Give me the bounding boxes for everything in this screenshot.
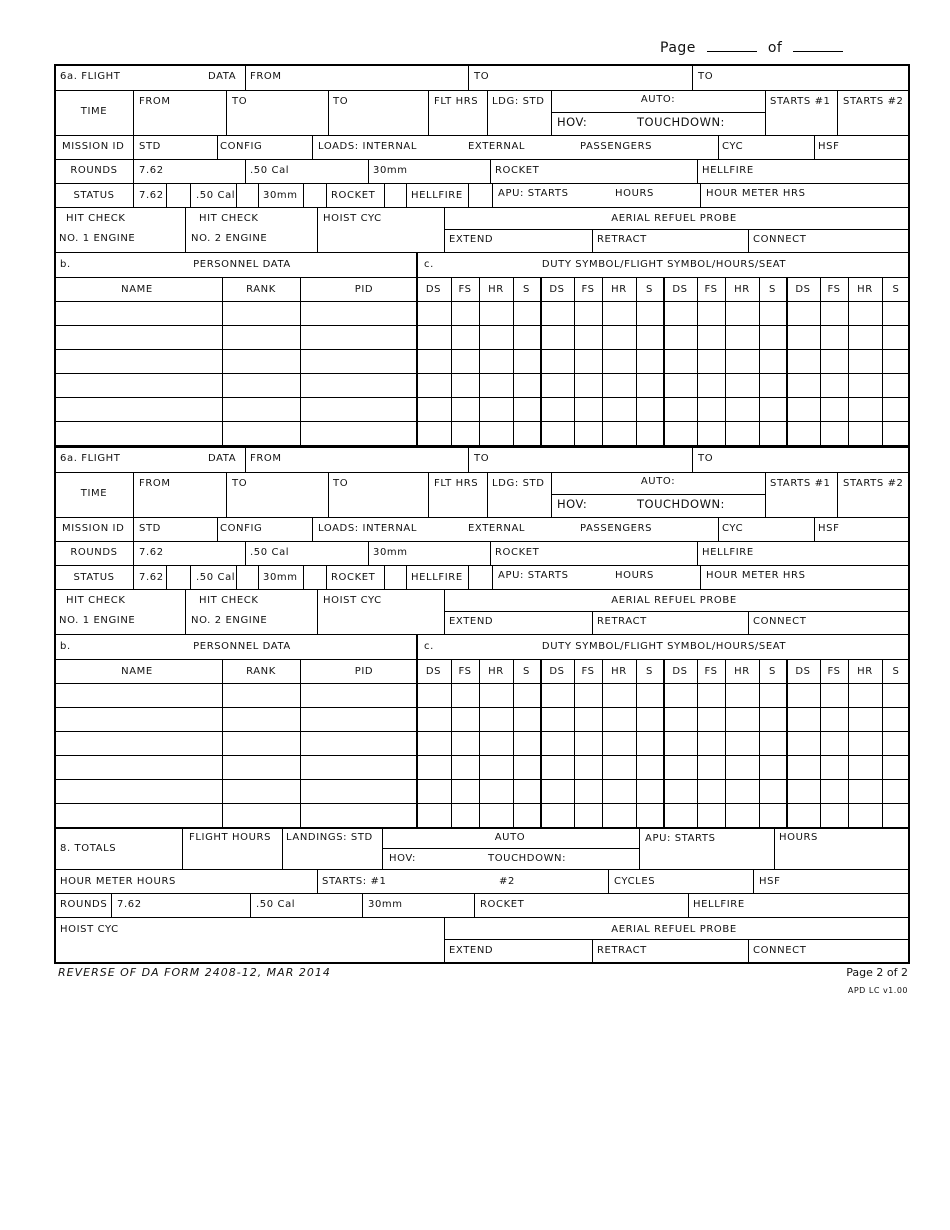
- personnel-1-b-label: b.: [60, 259, 71, 270]
- rule-line: [185, 207, 186, 252]
- rule-line: [697, 159, 698, 183]
- flight-1-time-label: TIME: [80, 106, 108, 117]
- totals-aerial-refuel-probe-label: AERIAL REFUEL PROBE: [611, 924, 737, 935]
- flight-2-passengers-label: PASSENGERS: [580, 523, 653, 534]
- rule-line: [190, 183, 191, 207]
- flight-2-apu-starts-label: APU: STARTS: [498, 570, 569, 581]
- flight-2-hour-meter-hrs-label: HOUR METER HRS: [706, 570, 806, 581]
- flight-2-rounds-label: ROUNDS: [70, 547, 118, 558]
- rule-line: [258, 183, 259, 207]
- rule-line: [444, 939, 910, 940]
- flight-1-hsf-label: HSF: [818, 141, 840, 152]
- personnel-2-duty-col-header: S: [769, 666, 776, 677]
- totals-connect-label: CONNECT: [753, 945, 807, 956]
- flight-1-status-label: STATUS: [73, 190, 115, 201]
- rule-line: [182, 827, 183, 869]
- flight-2-to-label-2: TO: [698, 453, 714, 464]
- personnel-1-duty-col-header: FS: [458, 284, 472, 295]
- flight-1-rounds-762-label: 7.62: [139, 165, 164, 176]
- totals-touchdown-label: TOUCHDOWN:: [488, 853, 567, 864]
- totals-rocket-label: ROCKET: [480, 899, 525, 910]
- flight-2-rounds-762-label: 7.62: [139, 547, 164, 558]
- flight-1-flt-hrs-label: FLT HRS: [434, 96, 479, 107]
- flight-1-status-50cal-label: .50 Cal: [196, 190, 236, 201]
- flight-1-time-to-label-2: TO: [333, 96, 349, 107]
- personnel-2-rank-header: RANK: [246, 666, 276, 677]
- personnel-entry-row[interactable]: [56, 301, 910, 325]
- rule-line: [303, 565, 304, 589]
- rule-line: [328, 472, 329, 517]
- rule-line: [317, 589, 318, 634]
- rule-line: [133, 517, 134, 541]
- flight-1-to-label-1: TO: [474, 71, 490, 82]
- flight-1-status-hellfire-label: HELLFIRE: [411, 190, 463, 201]
- flight-2-connect-label: CONNECT: [753, 616, 807, 627]
- flight-1-hov-label: HOV:: [557, 115, 588, 129]
- rule-line: [133, 565, 134, 589]
- rule-line: [592, 939, 593, 964]
- personnel-2-personnel-data-label: PERSONNEL DATA: [193, 641, 291, 652]
- flight-2-external-label: EXTERNAL: [468, 523, 526, 534]
- rule-line: [718, 517, 719, 541]
- flight-2-status-hellfire-label: HELLFIRE: [411, 572, 463, 583]
- rule-line: [133, 135, 134, 159]
- rule-line: [814, 135, 815, 159]
- personnel-2-duty-col-header: HR: [611, 666, 627, 677]
- rule-line: [382, 848, 639, 849]
- personnel-entry-row[interactable]: [56, 683, 910, 707]
- rule-line: [368, 541, 369, 565]
- rule-line: [133, 541, 134, 565]
- rule-line: [608, 869, 609, 893]
- totals-hoist-cyc-label: HOIST CYC: [60, 924, 119, 935]
- flight-2-data-label: DATA: [208, 453, 237, 464]
- rule-line: [245, 64, 246, 90]
- rule-line: [133, 472, 134, 517]
- rule-line: [250, 893, 251, 917]
- flight-1-extend-label: EXTEND: [449, 234, 494, 245]
- rule-line: [551, 494, 765, 495]
- rule-line: [185, 589, 186, 634]
- flight-2-apu-hours-label: HOURS: [615, 570, 655, 581]
- personnel-1-duty-col-header: HR: [488, 284, 504, 295]
- flight-1-hoist-cyc-label: HOIST CYC: [323, 213, 382, 224]
- flight-2-hsf-label: HSF: [818, 523, 840, 534]
- rule-line: [592, 611, 593, 634]
- rule-line: [245, 446, 246, 472]
- rule-line: [166, 183, 167, 207]
- totals-rounds-label: ROUNDS: [60, 899, 108, 910]
- personnel-2-duty-col-header: DS: [425, 666, 442, 677]
- flight-2-flight-label: 6a. FLIGHT: [60, 453, 121, 464]
- rule-line: [133, 90, 134, 135]
- rule-line: [837, 90, 838, 135]
- flight-1-loads-internal-label: LOADS: INTERNAL: [318, 141, 418, 152]
- totals-hellfire-label: HELLFIRE: [693, 899, 745, 910]
- form-id: REVERSE OF DA FORM 2408-12, MAR 2014: [58, 966, 331, 979]
- personnel-1-pid-header: PID: [354, 284, 374, 295]
- rule-line: [692, 446, 693, 472]
- rule-line: [753, 869, 754, 893]
- flight-2-hov-label: HOV:: [557, 497, 588, 511]
- personnel-entry-row[interactable]: [56, 755, 910, 779]
- rule-line: [474, 893, 475, 917]
- personnel-1-rank-header: RANK: [246, 284, 276, 295]
- flight-1-aerial-refuel-probe-label: AERIAL REFUEL PROBE: [611, 213, 737, 224]
- flight-1-hour-meter-hrs-label: HOUR METER HRS: [706, 188, 806, 199]
- rule-line: [245, 159, 246, 183]
- rule-line: [468, 183, 469, 207]
- rule-line: [56, 541, 910, 542]
- personnel-1-name-header: NAME: [121, 284, 153, 295]
- personnel-2-b-label: b.: [60, 641, 71, 652]
- rule-line: [551, 112, 765, 113]
- flight-2-rounds-hellfire-label: HELLFIRE: [702, 547, 754, 558]
- personnel-1-duty-col-header: HR: [734, 284, 750, 295]
- rule-line: [236, 565, 237, 589]
- flight-1-from-label: FROM: [250, 71, 282, 82]
- flight-2-status-50cal-label: .50 Cal: [196, 572, 236, 583]
- flight-1-hit-check-2-label: HIT CHECK: [199, 213, 259, 224]
- personnel-2-duty-col-header: DS: [795, 666, 811, 677]
- personnel-2-duty-symbol-label: DUTY SYMBOL/FLIGHT SYMBOL/HOURS/SEAT: [541, 641, 787, 652]
- flight-1-cyc-label: CYC: [722, 141, 744, 152]
- totals-label: 8. TOTALS: [60, 843, 117, 854]
- flight-1-status-30mm-label: 30mm: [263, 190, 298, 201]
- personnel-1-duty-col-header: S: [646, 284, 653, 295]
- rule-line: [217, 135, 218, 159]
- flight-2-time-to-label-1: TO: [232, 478, 248, 489]
- personnel-2-duty-col-header: DS: [672, 666, 688, 677]
- flight-2-from-label: FROM: [250, 453, 282, 464]
- personnel-1-duty-col-header: HR: [857, 284, 873, 295]
- flight-1-no2-engine-label: NO. 2 ENGINE: [191, 233, 268, 244]
- personnel-entry-row[interactable]: [56, 731, 910, 755]
- flight-2-rounds-30mm-label: 30mm: [373, 547, 408, 558]
- flight-2-mission-id-label: MISSION ID: [62, 523, 125, 534]
- rule-line: [384, 183, 385, 207]
- flight-2-touchdown-label: TOUCHDOWN:: [637, 497, 725, 511]
- page-label: Page: [660, 40, 696, 56]
- flight-2-status-rocket-label: ROCKET: [331, 572, 376, 583]
- flight-1-config-label: CONFIG: [220, 141, 263, 152]
- rule-line: [492, 183, 493, 207]
- rule-line: [492, 565, 493, 589]
- rule-line: [56, 472, 910, 473]
- flight-2-rounds-rocket-label: ROCKET: [495, 547, 540, 558]
- rule-line: [362, 893, 363, 917]
- rule-line: [406, 565, 407, 589]
- rule-line: [56, 827, 910, 829]
- rule-line: [592, 229, 593, 252]
- flight-2-std-label: STD: [139, 523, 161, 534]
- rule-line: [444, 917, 445, 964]
- rule-line: [774, 827, 775, 869]
- personnel-entry-row[interactable]: [56, 707, 910, 731]
- personnel-1-duty-col-header: S: [769, 284, 776, 295]
- flight-2-hoist-cyc-label: HOIST CYC: [323, 595, 382, 606]
- rule-line: [312, 135, 313, 159]
- personnel-2-duty-col-header: FS: [458, 666, 472, 677]
- personnel-entry-row[interactable]: [56, 779, 910, 803]
- rule-line: [688, 893, 689, 917]
- flight-1-no1-engine-label: NO. 1 ENGINE: [59, 233, 136, 244]
- rule-line: [487, 90, 488, 135]
- rule-line: [56, 445, 910, 447]
- personnel-1-duty-col-header: DS: [795, 284, 811, 295]
- rule-line: [56, 277, 910, 278]
- flight-1-touchdown-label: TOUCHDOWN:: [637, 115, 725, 129]
- page-total-field[interactable]: [793, 41, 843, 52]
- rule-line: [700, 565, 701, 589]
- personnel-2-duty-col-header: HR: [734, 666, 750, 677]
- rule-line: [56, 565, 910, 566]
- totals-starts1-label: STARTS: #1: [322, 876, 387, 887]
- flight-2-to-label-1: TO: [474, 453, 490, 464]
- flight-2-starts2-label: STARTS #2: [843, 478, 904, 489]
- rule-line: [748, 229, 749, 252]
- totals-starts2-label: #2: [499, 876, 515, 887]
- totals-762-label: 7.62: [117, 899, 142, 910]
- rule-line: [700, 183, 701, 207]
- rule-line: [748, 611, 749, 634]
- personnel-2-c-label: c.: [424, 641, 434, 652]
- totals-auto-label: AUTO: [494, 832, 526, 843]
- rule-line: [328, 90, 329, 135]
- flight-2-no1-engine-label: NO. 1 ENGINE: [59, 615, 136, 626]
- rule-line: [765, 472, 766, 517]
- flight-2-config-label: CONFIG: [220, 523, 263, 534]
- flight-1-time-from-label: FROM: [139, 96, 171, 107]
- totals-apu-starts-label: APU: STARTS: [645, 833, 716, 844]
- rule-line: [133, 183, 134, 207]
- flight-1-rounds-50cal-label: .50 Cal: [250, 165, 290, 176]
- rule-line: [326, 565, 327, 589]
- rule-line: [468, 565, 469, 589]
- rule-line: [428, 472, 429, 517]
- flight-2-rounds-50cal-label: .50 Cal: [250, 547, 290, 558]
- personnel-1-duty-col-header: FS: [827, 284, 841, 295]
- personnel-2-duty-col-header: DS: [549, 666, 565, 677]
- rule-line: [56, 634, 910, 635]
- personnel-1-duty-col-header: HR: [611, 284, 627, 295]
- page-of-total: Page 2 of 2: [846, 966, 908, 979]
- rule-line: [56, 869, 910, 870]
- rule-line: [217, 517, 218, 541]
- totals-extend-label: EXTEND: [449, 945, 494, 956]
- totals-retract-label: RETRACT: [597, 945, 647, 956]
- flight-1-auto-label: AUTO:: [640, 94, 676, 105]
- flight-1-apu-starts-label: APU: STARTS: [498, 188, 569, 199]
- flight-1-to-label-2: TO: [698, 71, 714, 82]
- flight-2-flt-hrs-label: FLT HRS: [434, 478, 479, 489]
- personnel-2-duty-col-header: S: [523, 666, 530, 677]
- flight-1-passengers-label: PASSENGERS: [580, 141, 653, 152]
- flight-1-external-label: EXTERNAL: [468, 141, 526, 152]
- rule-line: [368, 159, 369, 183]
- rule-line: [487, 472, 488, 517]
- flight-2-time-label: TIME: [80, 488, 108, 499]
- totals-50cal-label: .50 Cal: [256, 899, 296, 910]
- rule-line: [765, 90, 766, 135]
- flight-2-auto-label: AUTO:: [640, 476, 676, 487]
- flight-2-status-label: STATUS: [73, 572, 115, 583]
- flight-2-status-30mm-label: 30mm: [263, 572, 298, 583]
- rule-line: [697, 541, 698, 565]
- totals-flight-hours-label: FLIGHT HOURS: [189, 832, 272, 843]
- version-label: APD LC v1.00: [847, 986, 908, 995]
- totals-hour-meter-hours-label: HOUR METER HOURS: [60, 876, 176, 887]
- personnel-1-duty-col-header: DS: [672, 284, 688, 295]
- totals-hours-label: HOURS: [779, 832, 819, 843]
- flight-1-apu-hours-label: HOURS: [615, 188, 655, 199]
- flight-1-status-762-label: 7.62: [139, 190, 164, 201]
- personnel-1-duty-col-header: S: [892, 284, 900, 295]
- personnel-2-pid-header: PID: [354, 666, 374, 677]
- flight-1-starts2-label: STARTS #2: [843, 96, 904, 107]
- personnel-2-duty-col-header: FS: [827, 666, 841, 677]
- rule-line: [166, 565, 167, 589]
- flight-2-retract-label: RETRACT: [597, 616, 647, 627]
- flight-2-cyc-label: CYC: [722, 523, 744, 534]
- rule-line: [56, 893, 910, 894]
- totals-landings-std-label: LANDINGS: STD: [286, 832, 373, 843]
- flight-1-retract-label: RETRACT: [597, 234, 647, 245]
- flight-2-loads-internal-label: LOADS: INTERNAL: [318, 523, 418, 534]
- rule-line: [282, 827, 283, 869]
- rule-line: [111, 893, 112, 917]
- flight-1-connect-label: CONNECT: [753, 234, 807, 245]
- flight-1-time-to-label-1: TO: [232, 96, 248, 107]
- rule-line: [245, 541, 246, 565]
- rule-line: [190, 565, 191, 589]
- personnel-1-personnel-data-label: PERSONNEL DATA: [193, 259, 291, 270]
- totals-hov-label: HOV:: [389, 853, 417, 864]
- personnel-1-duty-col-header: S: [523, 284, 530, 295]
- page-of-label: of: [767, 40, 783, 56]
- rule-line: [692, 64, 693, 90]
- personnel-1-duty-col-header: DS: [549, 284, 565, 295]
- personnel-1-c-label: c.: [424, 259, 434, 270]
- rule-line: [236, 183, 237, 207]
- rule-line: [428, 90, 429, 135]
- rule-line: [258, 565, 259, 589]
- flight-1-std-label: STD: [139, 141, 161, 152]
- rule-line: [837, 472, 838, 517]
- rule-line: [406, 183, 407, 207]
- flight-2-status-762-label: 7.62: [139, 572, 164, 583]
- totals-cycles-label: CYCLES: [614, 876, 656, 887]
- totals-hsf-label: HSF: [759, 876, 781, 887]
- rule-line: [56, 252, 910, 253]
- flight-2-hit-check-2-label: HIT CHECK: [199, 595, 259, 606]
- flight-2-extend-label: EXTEND: [449, 616, 494, 627]
- rule-line: [444, 611, 910, 612]
- personnel-entry-row[interactable]: [56, 803, 910, 827]
- flight-2-no2-engine-label: NO. 2 ENGINE: [191, 615, 268, 626]
- rule-line: [490, 159, 491, 183]
- flight-2-time-from-label: FROM: [139, 478, 171, 489]
- flight-1-ldg-std-label: LDG: STD: [492, 96, 545, 107]
- personnel-entry-row[interactable]: [56, 349, 910, 373]
- rule-line: [468, 64, 469, 90]
- flight-1-mission-id-label: MISSION ID: [62, 141, 125, 152]
- personnel-1-duty-col-header: FS: [581, 284, 595, 295]
- totals-30mm-label: 30mm: [368, 899, 403, 910]
- rule-line: [56, 183, 910, 184]
- flight-2-starts1-label: STARTS #1: [770, 478, 831, 489]
- rule-line: [56, 135, 910, 136]
- flight-1-rounds-hellfire-label: HELLFIRE: [702, 165, 754, 176]
- personnel-entry-row[interactable]: [56, 421, 910, 445]
- flight-2-time-to-label-2: TO: [333, 478, 349, 489]
- personnel-2-duty-col-header: FS: [704, 666, 718, 677]
- rule-line: [56, 659, 910, 660]
- flight-1-rounds-30mm-label: 30mm: [373, 165, 408, 176]
- flight-1-status-rocket-label: ROCKET: [331, 190, 376, 201]
- rule-line: [312, 517, 313, 541]
- personnel-2-duty-col-header: FS: [581, 666, 595, 677]
- flight-2-hit-check-1-label: HIT CHECK: [66, 595, 126, 606]
- rule-line: [748, 939, 749, 964]
- rule-line: [56, 917, 910, 918]
- flight-1-hit-check-1-label: HIT CHECK: [66, 213, 126, 224]
- rule-line: [814, 517, 815, 541]
- rule-line: [303, 183, 304, 207]
- rule-line: [490, 541, 491, 565]
- personnel-1-duty-symbol-label: DUTY SYMBOL/FLIGHT SYMBOL/HOURS/SEAT: [541, 259, 787, 270]
- rule-line: [317, 869, 318, 893]
- personnel-2-duty-col-header: HR: [857, 666, 873, 677]
- page-number-header: [660, 40, 849, 56]
- personnel-2-duty-col-header: S: [892, 666, 900, 677]
- personnel-1-duty-col-header: DS: [425, 284, 442, 295]
- personnel-1-duty-col-header: FS: [704, 284, 718, 295]
- page-number-field[interactable]: [707, 41, 757, 52]
- personnel-2-duty-col-header: S: [646, 666, 653, 677]
- personnel-2-duty-col-header: HR: [488, 666, 504, 677]
- personnel-entry-row[interactable]: [56, 373, 910, 397]
- personnel-entry-row[interactable]: [56, 397, 910, 421]
- flight-1-flight-label: 6a. FLIGHT: [60, 71, 121, 82]
- rule-line: [56, 90, 910, 91]
- rule-line: [317, 207, 318, 252]
- rule-line: [56, 517, 910, 518]
- flight-2-aerial-refuel-probe-label: AERIAL REFUEL PROBE: [611, 595, 737, 606]
- rule-line: [384, 565, 385, 589]
- rule-line: [133, 159, 134, 183]
- flight-1-rounds-rocket-label: ROCKET: [495, 165, 540, 176]
- rule-line: [326, 183, 327, 207]
- flight-2-ldg-std-label: LDG: STD: [492, 478, 545, 489]
- rule-line: [226, 90, 227, 135]
- flight-1-data-label: DATA: [208, 71, 237, 82]
- rule-line: [639, 827, 640, 869]
- rule-line: [718, 135, 719, 159]
- rule-line: [444, 229, 910, 230]
- rule-line: [468, 446, 469, 472]
- flight-1-rounds-label: ROUNDS: [70, 165, 118, 176]
- flight-1-starts1-label: STARTS #1: [770, 96, 831, 107]
- rule-line: [226, 472, 227, 517]
- rule-line: [56, 159, 910, 160]
- personnel-entry-row[interactable]: [56, 325, 910, 349]
- personnel-2-name-header: NAME: [121, 666, 153, 677]
